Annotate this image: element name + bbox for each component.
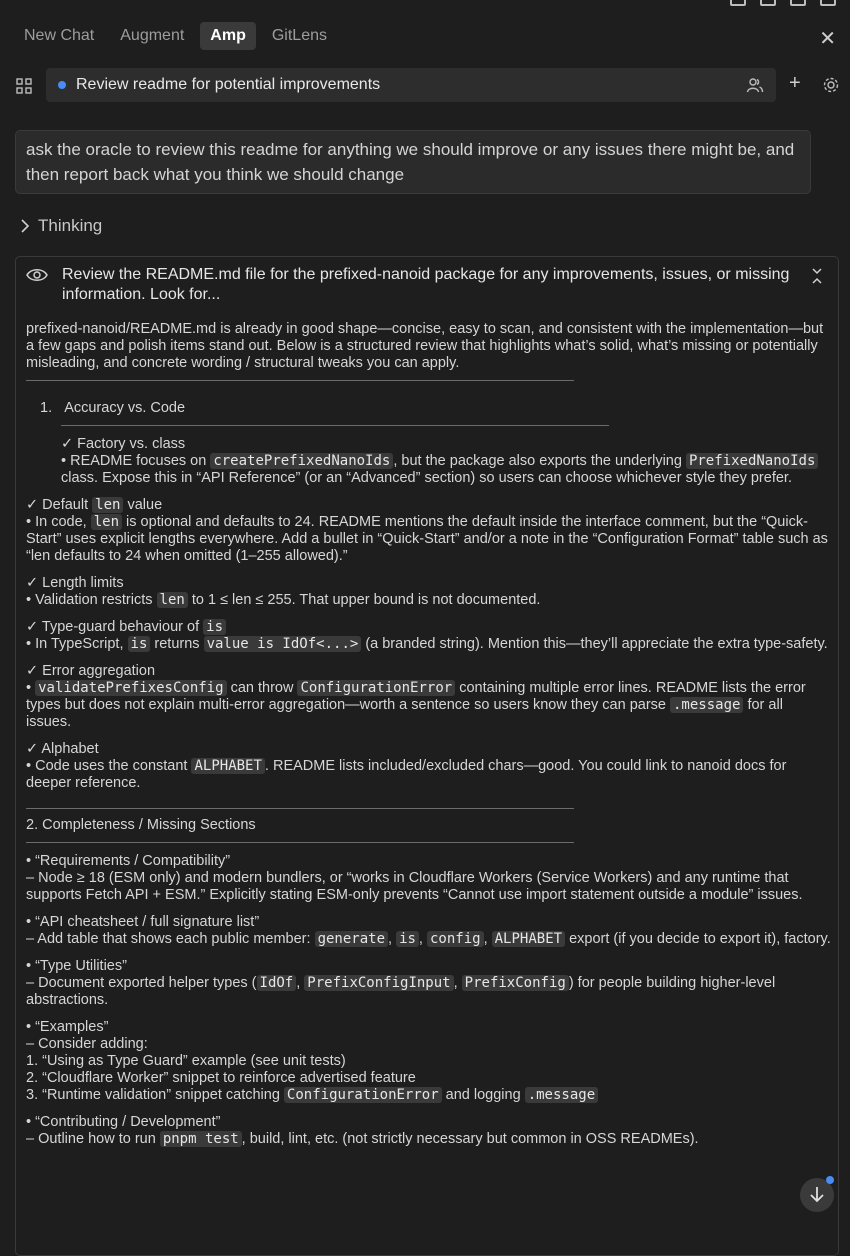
default-len-item [26,497,832,565]
window-layout-controls [730,0,836,6]
item-title: ✓ Alphabet [26,741,99,757]
notification-dot [826,1176,834,1184]
code-span: createPrefixedNanoIds [210,453,393,469]
item-text: 3. “Runtime validation” snippet catching ConfigurationError and logging .message [26,1087,832,1104]
oracle-tool-block [15,256,839,1256]
item-text: • README focuses on createPrefixedNanoIds , but the package also exports the underlying PrefixedNanoIds [61,453,832,470]
tool-title: Review the README.md file for the prefixed-nanoid package for any improvements, issues, or missing information. Look for... [62,266,790,303]
item-text: class. Expose this in “API Reference” (or an “Advanced” section) so users can choose whichever style they prefer. [61,470,792,486]
requirements-item [26,853,832,904]
tab-augment[interactable]: Augment [120,27,185,44]
chevron-right-icon [20,219,30,233]
item-text: 2. “Cloudflare Worker” snippet to reinforce advertised feature [26,1070,416,1086]
code-span: ConfigurationError [284,1087,442,1103]
divider [26,842,574,843]
item-text: – Outline how to run pnpm test , build, lint, etc. (not strictly necessary but common in OSS READMEs). [26,1131,699,1147]
new-thread-icon[interactable]: + [789,72,801,94]
thinking-toggle[interactable] [20,216,102,236]
code-span: len [92,497,123,513]
code-span: ALPHABET [492,931,565,947]
thread-selector[interactable] [46,68,776,102]
item-text: • validatePrefixesConfig can throw ConfigurationError containing multiple error lines. README lists the error types but does not explain multi-error aggregation—worth a sentence so users know they can parse .message for all issues. [26,680,806,730]
item-title: ✓ Default len value [26,497,163,513]
user-prompt: ask the oracle to review this readme for anything we should improve or any issues there might be, and then report back what you think we should change [15,130,811,194]
error-aggregation-item [26,663,832,731]
item-title: • “Requirements / Compatibility” [26,853,231,869]
code-span: len [91,514,122,530]
code-span: PrefixedNanoIds [686,453,818,469]
code-span: validatePrefixesConfig [35,680,226,696]
item-title: • “Contributing / Development” [26,1114,221,1130]
contributing-item [26,1114,832,1148]
item-title: ✓ Error aggregation [26,663,156,679]
section-1-heading [26,400,832,417]
code-span: .message [670,697,743,713]
item-title: • “API cheatsheet / full signature list” [26,914,260,930]
section-1-number: 1. [40,400,53,416]
divider [26,808,574,809]
code-span: PrefixConfig [462,975,569,991]
people-icon[interactable] [746,76,764,94]
item-text: • Validation restricts len to 1 ≤ len ≤ 255. That upper bound is not documented. [26,592,541,608]
layout-icon-1[interactable] [730,0,746,6]
status-dot [58,81,66,89]
code-span: config [427,931,484,947]
section-2-title: 2. Completeness / Missing Sections [26,817,256,833]
code-span: generate [315,931,388,947]
item-title: ✓ Type-guard behaviour of is [26,619,832,636]
item-title: ✓ Length limits [26,575,124,591]
code-span: is [128,636,151,652]
item-text: – Document exported helper types ( IdOf , PrefixConfigInput , PrefixConfig ) for people building higher-level abstractions. [26,975,776,1008]
tab-new-chat[interactable]: New Chat [24,27,95,44]
item-text: – Add table that shows each public member: generate , is , config , ALPHABET export (if you decide to export it), factory. [26,931,831,947]
item-text: 1. “Using as Type Guard” example (see unit tests) [26,1053,346,1069]
divider [26,380,574,381]
api-cheatsheet-item [26,914,832,948]
tool-header[interactable] [26,265,830,305]
code-span: value is IdOf<...> [204,636,362,652]
layout-icon-2[interactable] [760,0,776,6]
item-title: • “Type Utilities” [26,958,127,974]
code-span: IdOf [257,975,297,991]
code-span: pnpm test [160,1131,242,1147]
intro-paragraph: prefixed-nanoid/README.md is already in good shape—concise, easy to scan, and consistent with the implementation—but a few gaps and polish items stand out. Below is a structured review that highlights what’s solid, what’s missing or potentially misleading, and concrete wording / structural tweaks you can apply. [26,321,824,371]
code-span: ALPHABET [191,758,264,774]
item-text: • In code, len is optional and defaults to 24. README mentions the default inside the interface comment, but the “Quick-Start” uses explicit lengths everywhere. Add a bullet in “Quick-Start” and/or a note in the “Configuration Format” table such as “len defaults to 24 when omitted (1–255 allowed).” [26,514,828,564]
item-text: – Node ≥ 18 (ESM only) and modern bundlers, or “works in Cloudflare Workers (Service Workers) and any runtime that supports Fetch API + ESM.” Explicitly stating ESM-only prevents “Cannot use import statement outside a module” issues. [26,870,803,903]
code-span: PrefixConfigInput [304,975,453,991]
code-span: .message [525,1087,598,1103]
alphabet-item [26,741,832,792]
eye-icon [26,265,48,285]
gear-icon[interactable] [822,76,840,94]
oracle-response [26,321,832,1158]
code-span: ConfigurationError [297,680,455,696]
panel-tabs [14,22,337,50]
code-span: is [203,619,226,635]
type-guard-item [26,619,832,653]
thread-bar [16,70,836,104]
collapse-icon[interactable] [810,267,824,285]
examples-item [26,1019,832,1104]
item-text: – Consider adding: [26,1036,148,1052]
section-1-title: Accuracy vs. Code [64,400,186,416]
thread-title: Review readme for potential improvements [76,76,381,93]
code-span: len [157,592,188,608]
length-limits-item [26,575,832,609]
tab-gitlens[interactable]: GitLens [271,27,327,44]
divider [61,425,609,426]
close-icon[interactable]: ✕ [819,28,836,50]
grid-icon[interactable] [16,78,32,94]
type-utilities-item [26,958,832,1009]
code-span: is [396,931,419,947]
factory-item [26,436,832,487]
layout-icon-4[interactable] [820,0,836,6]
item-title: • “Examples” [26,1019,109,1035]
item-title: ✓ Factory vs. class [61,436,186,452]
tab-amp[interactable]: Amp [200,22,256,50]
item-text: • In TypeScript, is returns value is IdOf<...> (a branded string). Mention this—they’ll appreciate the extra type-safety. [26,636,828,652]
thinking-label: Thinking [38,216,103,235]
layout-icon-3[interactable] [790,0,806,6]
item-text: • Code uses the constant ALPHABET . README lists included/excluded chars—good. You could link to nanoid docs for deeper reference. [26,758,787,791]
